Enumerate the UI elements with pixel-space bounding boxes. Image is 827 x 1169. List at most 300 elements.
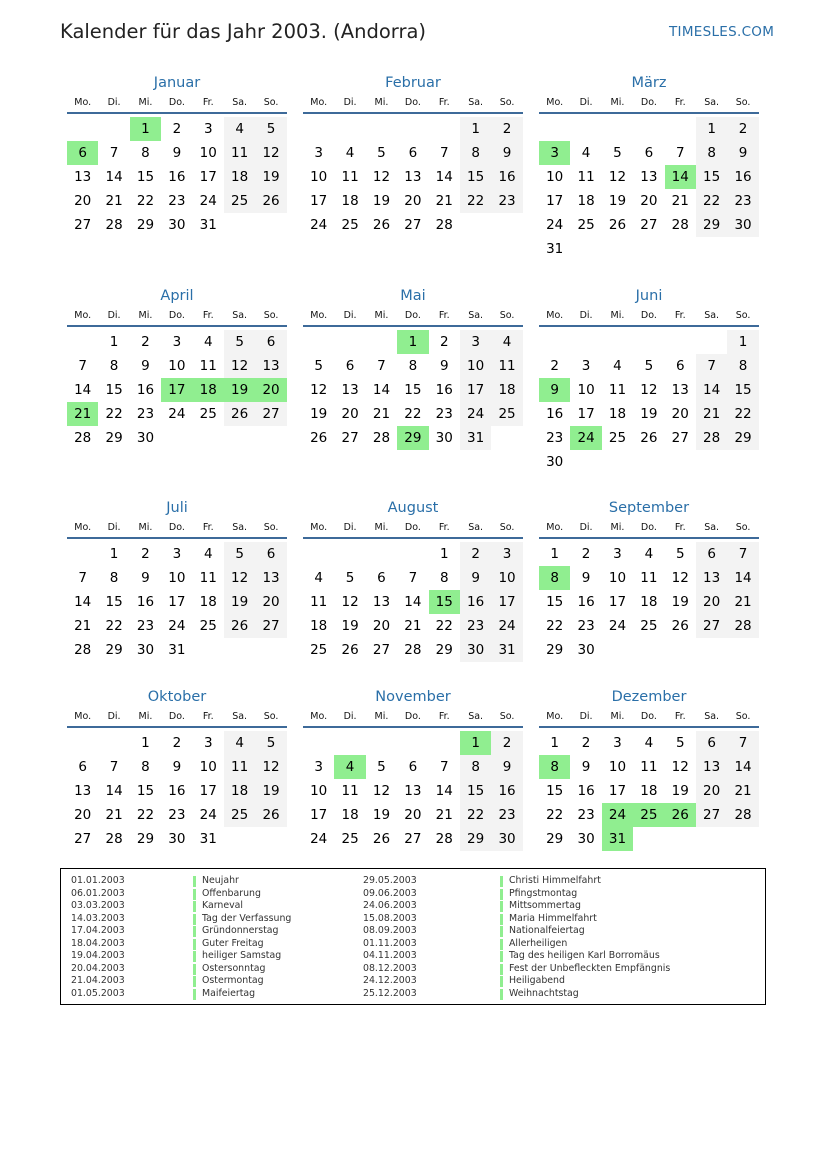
holiday-name: Tag des heiligen Karl Borromäus	[509, 950, 660, 961]
day-cell: 29	[460, 827, 491, 851]
day-cell: 21	[105, 193, 123, 209]
day-cell: 19	[671, 594, 689, 610]
day-cell: 30	[136, 642, 155, 658]
weekday-label: Mi.	[610, 97, 625, 108]
day-cell: 5	[377, 759, 386, 775]
holiday-name: Fest der Unbefleckten Empfängnis	[509, 962, 671, 974]
day-cell: 16	[727, 165, 758, 189]
day-cell: 26	[372, 831, 391, 847]
day-grid	[539, 731, 759, 851]
month-april	[67, 285, 287, 450]
empty-cell	[67, 542, 98, 566]
month-name: Januar	[153, 75, 201, 91]
day-cell: 4	[203, 334, 213, 350]
day-cell: 30	[491, 827, 522, 851]
day-cell: 3	[581, 358, 591, 374]
day-grid	[303, 117, 523, 237]
holiday-marker	[193, 989, 196, 1000]
day-cell: 23	[136, 618, 155, 634]
day-cell: 23	[491, 189, 522, 213]
day-cell: 6	[345, 358, 355, 374]
day-cell: 2	[581, 735, 591, 751]
holiday-name: Offenbarung	[202, 887, 261, 899]
day-cell: 14	[74, 594, 92, 610]
month-name: Juni	[635, 288, 663, 304]
day-cell: 6	[255, 542, 286, 566]
day-cell: 19	[224, 590, 255, 614]
day-cell: 29	[136, 831, 155, 847]
day-cell: 3	[613, 735, 622, 751]
day-cell: 2	[172, 735, 182, 751]
holiday-day: 24	[602, 803, 633, 827]
day-cell: 28	[696, 426, 727, 450]
day-cell: 10	[460, 354, 491, 378]
day-cell: 9	[581, 570, 591, 586]
day-cell: 27	[640, 217, 658, 233]
day-cell: 12	[224, 566, 255, 590]
weekday-label: Fr.	[674, 310, 686, 321]
day-cell: 23	[727, 189, 758, 213]
holiday-marker	[193, 939, 196, 950]
day-cell: 9	[460, 566, 491, 590]
holiday-marker	[193, 976, 196, 987]
day-cell: 17	[491, 590, 522, 614]
day-cell: 19	[372, 807, 391, 823]
day-cell: 2	[491, 731, 522, 755]
day-cell: 26	[372, 217, 391, 233]
day-cell: 2	[460, 542, 491, 566]
holiday-date: 18.04.2003	[71, 937, 125, 949]
day-grid	[539, 117, 759, 261]
day-cell: 6	[78, 759, 87, 775]
holiday-day: 17	[161, 378, 192, 402]
day-cell: 10	[546, 169, 564, 185]
empty-cell	[366, 117, 397, 141]
day-cell: 28	[671, 217, 689, 233]
holiday-day: 1	[460, 731, 491, 755]
day-cell: 11	[491, 354, 522, 378]
day-grid	[67, 330, 287, 450]
day-cell: 7	[78, 570, 87, 586]
day-cell: 18	[491, 378, 522, 402]
day-cell: 1	[141, 735, 150, 751]
page-title: Kalender für das Jahr 2003. (Andorra)	[60, 20, 427, 43]
weekday-label: Do.	[404, 522, 421, 533]
day-cell: 3	[203, 735, 213, 751]
weekday-label: Mo.	[310, 522, 328, 533]
day-cell: 7	[109, 759, 119, 775]
day-cell: 18	[608, 406, 627, 422]
weekday-label: Mo.	[74, 522, 92, 533]
day-cell: 11	[341, 783, 359, 799]
holiday-day: 1	[130, 117, 161, 141]
holiday-date: 01.11.2003	[363, 937, 417, 949]
weekday-header	[67, 519, 287, 539]
holiday-marker	[500, 901, 503, 912]
weekday-label: Do.	[168, 711, 185, 722]
holiday-date: 19.04.2003	[71, 950, 125, 961]
empty-cell	[366, 542, 397, 566]
day-cell: 23	[577, 807, 595, 823]
day-cell: 8	[460, 141, 491, 165]
day-cell: 12	[372, 783, 391, 799]
day-cell: 10	[168, 570, 186, 586]
month-name: November	[375, 689, 451, 705]
day-cell: 2	[141, 546, 150, 562]
day-cell: 28	[74, 430, 92, 446]
day-cell: 17	[310, 193, 328, 209]
day-cell: 18	[341, 193, 359, 209]
day-cell: 7	[439, 145, 449, 161]
day-cell: 28	[105, 831, 123, 847]
day-cell: 31	[199, 831, 217, 847]
month-name: Oktober	[147, 689, 207, 705]
weekday-label: Sa.	[468, 97, 484, 108]
day-cell: 10	[310, 169, 328, 185]
day-cell: 15	[546, 594, 564, 610]
day-cell: 31	[168, 642, 186, 658]
day-cell: 31	[199, 217, 217, 233]
day-cell: 17	[199, 783, 217, 799]
month-september	[539, 497, 759, 662]
day-cell: 11	[199, 570, 217, 586]
weekday-label: Mi.	[138, 711, 153, 722]
day-cell: 2	[491, 117, 522, 141]
empty-cell	[334, 731, 365, 755]
day-cell: 21	[74, 618, 92, 634]
weekday-label: Mo.	[310, 97, 328, 108]
holiday-name: Ostersonntag	[202, 962, 266, 974]
empty-cell	[334, 117, 365, 141]
day-cell: 29	[105, 642, 123, 658]
day-cell: 14	[105, 169, 123, 185]
day-cell: 8	[408, 358, 418, 374]
holiday-date: 09.06.2003	[363, 887, 417, 899]
day-cell: 26	[671, 618, 689, 634]
day-cell: 27	[671, 430, 689, 446]
day-cell: 31	[491, 638, 522, 662]
day-cell: 19	[372, 193, 391, 209]
weekday-label: Di.	[343, 97, 357, 108]
day-cell: 4	[644, 735, 654, 751]
weekday-label: Di.	[107, 97, 121, 108]
day-cell: 29	[136, 217, 155, 233]
day-cell: 7	[78, 358, 87, 374]
day-cell: 28	[727, 614, 758, 638]
month-oktober	[67, 686, 287, 851]
day-cell: 18	[341, 807, 359, 823]
day-cell: 8	[439, 570, 449, 586]
day-cell: 30	[136, 430, 155, 446]
weekday-label: Di.	[107, 711, 121, 722]
day-cell: 2	[581, 546, 591, 562]
empty-cell	[334, 330, 365, 354]
day-cell: 15	[404, 382, 422, 398]
day-cell: 16	[491, 165, 522, 189]
day-cell: 18	[640, 783, 658, 799]
weekday-label: Do.	[640, 97, 657, 108]
weekday-label: So.	[735, 711, 751, 722]
day-cell: 20	[640, 193, 658, 209]
day-grid	[539, 330, 759, 474]
day-cell: 11	[640, 570, 658, 586]
holiday-marker	[193, 964, 196, 975]
day-cell: 21	[671, 193, 689, 209]
day-cell: 21	[404, 618, 422, 634]
day-cell: 4	[613, 358, 622, 374]
day-cell: 30	[435, 430, 453, 446]
day-cell: 30	[577, 642, 595, 658]
holiday-day: 24	[570, 426, 601, 450]
empty-cell	[98, 117, 129, 141]
day-cell: 4	[581, 145, 591, 161]
weekday-header	[539, 519, 759, 539]
day-cell: 9	[581, 759, 591, 775]
holiday-date: 17.04.2003	[71, 925, 125, 936]
day-cell: 4	[224, 731, 255, 755]
month-november	[303, 686, 523, 851]
day-cell: 10	[491, 566, 522, 590]
weekday-label: Fr.	[438, 310, 450, 321]
day-cell: 7	[675, 145, 685, 161]
weekday-label: Sa.	[232, 310, 248, 321]
weekday-label: Fr.	[202, 310, 214, 321]
day-cell: 11	[199, 358, 217, 374]
empty-cell	[397, 542, 428, 566]
holiday-marker	[193, 951, 196, 962]
day-cell: 21	[372, 406, 391, 422]
day-cell: 17	[577, 406, 595, 422]
day-cell: 29	[435, 642, 453, 658]
day-cell: 27	[696, 614, 727, 638]
holiday-marker	[193, 901, 196, 912]
day-cell: 31	[546, 241, 564, 257]
day-cell: 3	[203, 121, 213, 137]
holiday-marker	[193, 889, 196, 900]
holiday-date: 08.09.2003	[363, 925, 417, 936]
day-cell: 22	[460, 189, 491, 213]
empty-cell	[570, 117, 601, 141]
day-cell: 26	[608, 217, 627, 233]
weekday-label: Di.	[579, 522, 593, 533]
day-cell: 23	[435, 406, 453, 422]
weekday-label: So.	[263, 711, 279, 722]
month-name: Mai	[400, 288, 426, 304]
day-grid	[303, 330, 523, 450]
day-cell: 26	[255, 189, 286, 213]
day-cell: 11	[577, 169, 595, 185]
day-cell: 4	[314, 570, 323, 586]
holiday-marker	[500, 964, 503, 975]
day-cell: 28	[435, 217, 453, 233]
day-cell: 24	[608, 618, 627, 634]
weekday-label: Mo.	[74, 711, 92, 722]
weekday-header	[303, 307, 523, 327]
day-cell: 19	[255, 165, 286, 189]
day-cell: 23	[168, 193, 186, 209]
weekday-label: So.	[499, 522, 515, 533]
day-cell: 30	[168, 217, 186, 233]
day-cell: 25	[341, 217, 359, 233]
day-cell: 5	[613, 145, 622, 161]
weekday-label: Fr.	[674, 97, 686, 108]
day-cell: 2	[550, 358, 559, 374]
day-cell: 16	[168, 783, 186, 799]
day-cell: 17	[546, 193, 564, 209]
day-cell: 18	[199, 594, 217, 610]
day-cell: 2	[727, 117, 758, 141]
day-cell: 12	[372, 169, 391, 185]
day-cell: 16	[168, 169, 186, 185]
empty-cell	[696, 330, 727, 354]
month-name: Dezember	[611, 689, 687, 705]
month-august	[303, 497, 523, 662]
holiday-marker	[500, 951, 503, 962]
day-cell: 21	[727, 779, 758, 803]
holiday-marker	[193, 876, 196, 887]
day-grid	[67, 117, 287, 237]
day-cell: 15	[727, 378, 758, 402]
weekday-label: Fr.	[202, 97, 214, 108]
day-cell: 16	[491, 779, 522, 803]
empty-cell	[98, 731, 129, 755]
day-cell: 21	[435, 807, 453, 823]
holiday-name: Pfingstmontag	[509, 887, 578, 899]
day-cell: 12	[255, 141, 286, 165]
weekday-label: Di.	[579, 97, 593, 108]
day-cell: 25	[224, 803, 255, 827]
day-cell: 23	[168, 807, 186, 823]
day-cell: 15	[696, 165, 727, 189]
weekday-label: Di.	[579, 310, 593, 321]
day-cell: 11	[310, 594, 328, 610]
day-cell: 10	[577, 382, 595, 398]
holiday-marker	[500, 876, 503, 887]
weekday-label: Fr.	[674, 711, 686, 722]
day-cell: 27	[404, 831, 422, 847]
day-cell: 24	[199, 193, 217, 209]
empty-cell	[303, 117, 334, 141]
day-cell: 5	[377, 145, 386, 161]
empty-cell	[397, 731, 428, 755]
weekday-label: Mo.	[310, 711, 328, 722]
day-cell: 30	[727, 213, 758, 237]
weekday-label: Mo.	[74, 310, 92, 321]
day-cell: 26	[224, 402, 255, 426]
day-cell: 11	[224, 755, 255, 779]
weekday-label: Do.	[640, 310, 657, 321]
day-cell: 24	[310, 831, 328, 847]
day-cell: 10	[310, 783, 328, 799]
day-cell: 12	[608, 169, 627, 185]
brand-link[interactable]: TIMESLES.COM	[669, 24, 775, 40]
day-cell: 8	[141, 759, 150, 775]
day-cell: 30	[168, 831, 186, 847]
day-cell: 9	[172, 145, 182, 161]
holiday-date: 21.04.2003	[71, 975, 125, 986]
weekday-label: Do.	[168, 310, 185, 321]
day-cell: 7	[439, 759, 449, 775]
day-cell: 27	[341, 430, 359, 446]
day-cell: 8	[109, 570, 119, 586]
holiday-date: 14.03.2003	[71, 912, 125, 924]
day-cell: 11	[224, 141, 255, 165]
day-cell: 22	[546, 807, 564, 823]
day-cell: 27	[404, 217, 422, 233]
day-cell: 19	[608, 193, 627, 209]
holiday-day: 4	[334, 755, 365, 779]
weekday-header	[303, 94, 523, 114]
day-cell: 13	[696, 566, 727, 590]
day-cell: 25	[491, 402, 522, 426]
day-cell: 5	[224, 542, 255, 566]
day-grid	[303, 731, 523, 851]
day-cell: 26	[310, 430, 328, 446]
day-cell: 20	[696, 590, 727, 614]
day-cell: 15	[105, 382, 123, 398]
holiday-legend	[60, 868, 766, 1005]
holiday-marker	[500, 914, 503, 925]
day-cell: 1	[550, 735, 559, 751]
weekday-label: Sa.	[704, 310, 720, 321]
empty-cell	[366, 731, 397, 755]
day-cell: 17	[460, 378, 491, 402]
day-cell: 29	[546, 642, 564, 658]
day-cell: 16	[460, 590, 491, 614]
day-cell: 20	[671, 406, 689, 422]
holiday-date: 06.01.2003	[71, 887, 125, 899]
holiday-marker	[500, 939, 503, 950]
day-cell: 27	[255, 614, 286, 638]
day-cell: 6	[696, 542, 727, 566]
holiday-day: 8	[539, 755, 570, 779]
day-cell: 5	[644, 358, 654, 374]
empty-cell	[303, 330, 334, 354]
day-cell: 12	[310, 382, 328, 398]
weekday-label: Mi.	[374, 522, 389, 533]
weekday-label: Mi.	[610, 310, 625, 321]
day-cell: 19	[640, 406, 658, 422]
holiday-name: Heiligabend	[509, 975, 565, 986]
weekday-label: So.	[263, 97, 279, 108]
day-cell: 20	[404, 193, 422, 209]
month-name: März	[631, 75, 667, 91]
day-cell: 22	[460, 803, 491, 827]
weekday-label: Di.	[343, 522, 357, 533]
weekday-label: Fr.	[438, 97, 450, 108]
day-cell: 9	[727, 141, 758, 165]
weekday-header	[539, 94, 759, 114]
day-cell: 14	[696, 378, 727, 402]
weekday-label: Mi.	[138, 310, 153, 321]
day-cell: 4	[345, 145, 355, 161]
weekday-label: Mo.	[546, 310, 564, 321]
holiday-date: 25.12.2003	[363, 987, 417, 999]
day-cell: 16	[136, 382, 155, 398]
day-cell: 11	[608, 382, 627, 398]
holiday-marker	[500, 976, 503, 987]
holiday-date: 20.04.2003	[71, 962, 125, 974]
day-cell: 12	[671, 759, 689, 775]
weekday-label: Mi.	[374, 711, 389, 722]
weekday-label: Sa.	[468, 310, 484, 321]
holiday-name: Neujahr	[202, 875, 239, 886]
day-cell: 21	[105, 807, 123, 823]
month-juli	[67, 497, 287, 662]
day-cell: 3	[314, 759, 323, 775]
empty-cell	[334, 542, 365, 566]
day-grid	[67, 542, 287, 662]
